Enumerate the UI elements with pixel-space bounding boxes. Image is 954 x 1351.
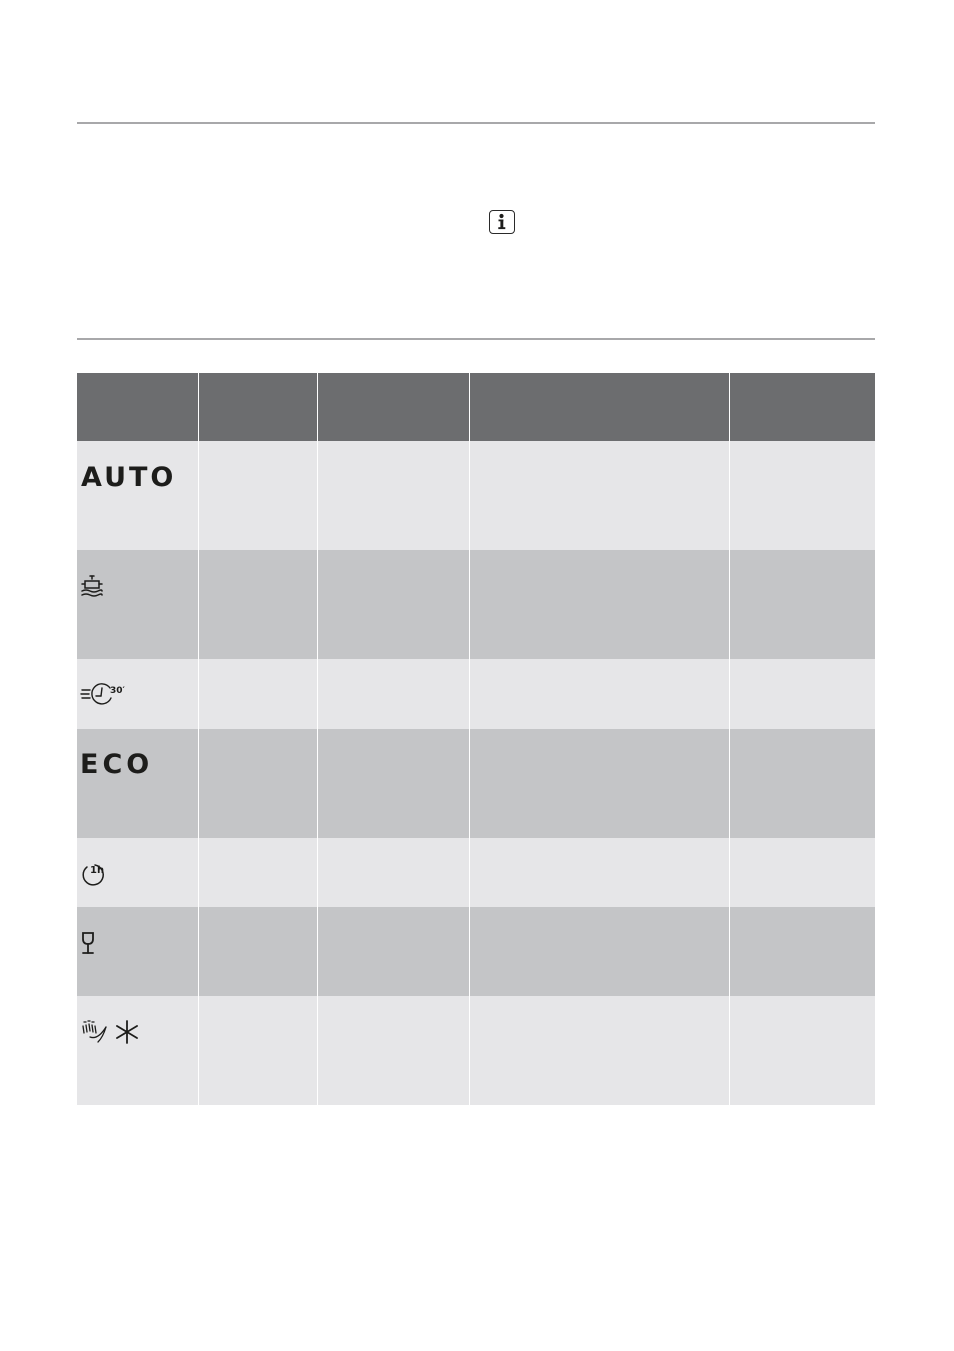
table-cell: [318, 907, 469, 996]
table-cell: [470, 441, 729, 550]
table-cell: [470, 996, 729, 1105]
table-row: [77, 729, 875, 838]
table-cell: [470, 838, 729, 907]
table-cell: [730, 441, 875, 550]
table-cell: [730, 550, 875, 659]
svg-text:1h: 1h: [90, 865, 105, 876]
table-cell: [199, 996, 317, 1105]
program-table: [77, 373, 875, 1105]
table-cell: [318, 441, 469, 550]
glass-icon: [80, 931, 98, 957]
table-cell: [730, 996, 875, 1105]
top-rule: [77, 122, 875, 124]
section-rule: [77, 338, 875, 340]
auto-program-symbol: AUTO: [81, 462, 177, 493]
header-cell: [470, 373, 729, 441]
table-cell: [318, 659, 469, 729]
table-cell: [199, 659, 317, 729]
table-cell: [730, 729, 875, 838]
table-cell: [199, 441, 317, 550]
table-cell: [730, 907, 875, 996]
table-cell: [318, 550, 469, 659]
table-cell: [199, 550, 317, 659]
table-header-row: [77, 373, 875, 441]
symbol-cell: [77, 996, 198, 1105]
table-cell: [470, 729, 729, 838]
table-row: [77, 550, 875, 659]
table-row: [77, 659, 875, 729]
header-cell: [199, 373, 317, 441]
table-cell: [318, 996, 469, 1105]
table-row: [77, 907, 875, 996]
eco-program-symbol: ECO: [80, 749, 154, 780]
header-cell: [730, 373, 875, 441]
table-row: [77, 441, 875, 550]
table-cell: [199, 838, 317, 907]
svg-text:30′: 30′: [110, 686, 125, 696]
symbol-cell: [77, 907, 198, 996]
quick-30-icon: [80, 682, 126, 708]
intensive-pot-icon: [80, 575, 106, 599]
table-row: [77, 996, 875, 1105]
symbol-cell: [77, 838, 198, 907]
table-cell: [730, 838, 875, 907]
table-cell: [470, 659, 729, 729]
table-cell: [470, 550, 729, 659]
rinse-hold-icon: [80, 1018, 146, 1048]
header-cell: [77, 373, 198, 441]
symbol-cell: [77, 659, 198, 729]
table-cell: [318, 838, 469, 907]
symbol-cell: [77, 729, 198, 838]
table-cell: [470, 907, 729, 996]
table-cell: [199, 729, 317, 838]
one-hour-icon: [80, 861, 110, 887]
table-cell: [318, 729, 469, 838]
table-row: [77, 838, 875, 907]
header-cell: [318, 373, 469, 441]
table-cell: [199, 907, 317, 996]
symbol-cell: [77, 550, 198, 659]
table-cell: [730, 659, 875, 729]
symbol-cell: [77, 441, 198, 550]
info-icon: [489, 210, 515, 234]
